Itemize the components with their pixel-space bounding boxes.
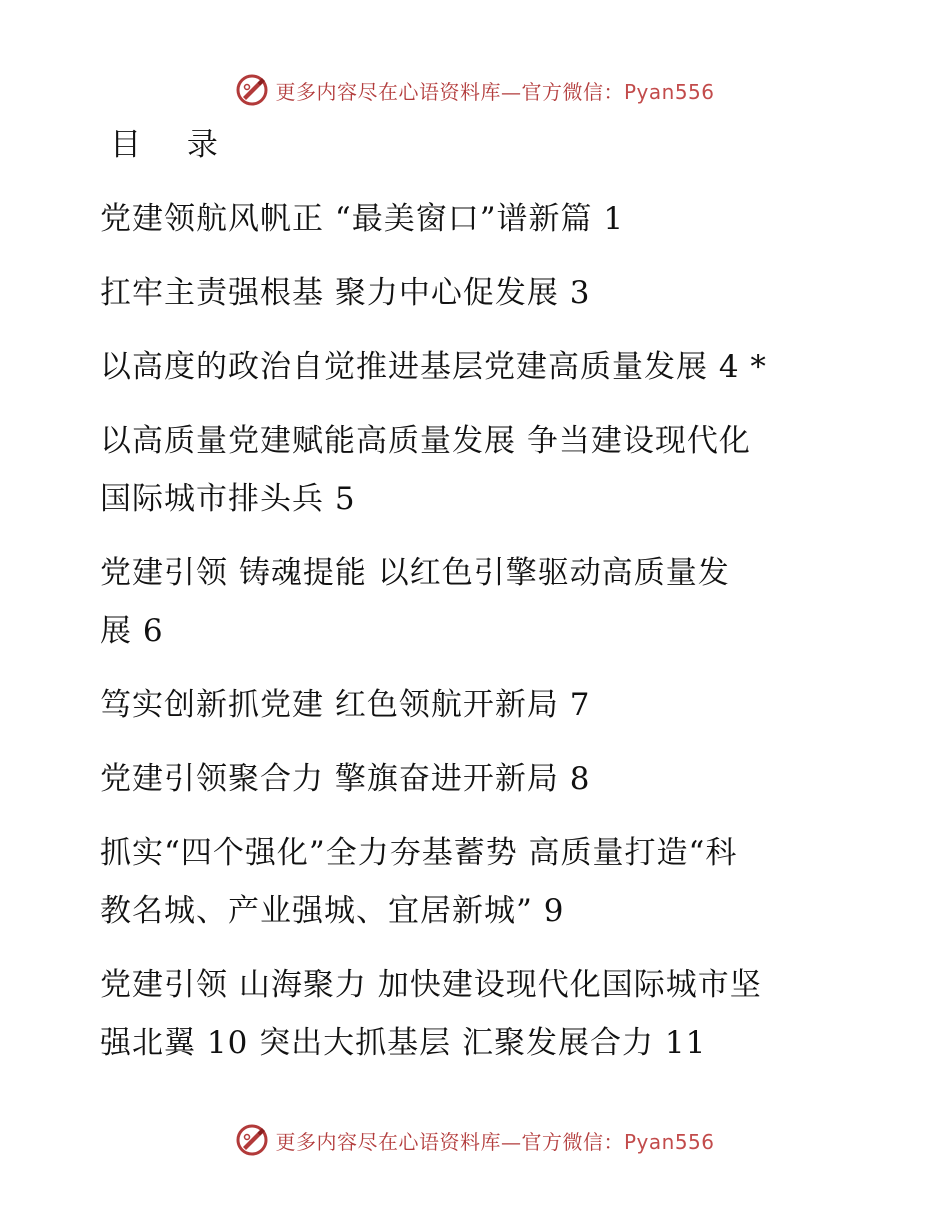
toc-line: 教名城、产业强城、宜居新城” 9 xyxy=(100,893,565,929)
toc-line: 党建引领 铸魂提能 以红色引擎驱动高质量发 xyxy=(100,555,730,591)
pen-logo-icon xyxy=(235,73,269,107)
toc-line: 党建领航风帆正 “最美窗口”谱新篇 1 xyxy=(100,201,625,237)
pen-logo-icon xyxy=(235,1123,269,1157)
toc-line: 抓实“四个强化”全力夯基蓄势 高质量打造“科 xyxy=(100,835,738,871)
toc-line: 强北翼 10 突出大抓基层 汇聚发展合力 11 xyxy=(100,1025,707,1061)
watermark-handle: Pyan556 xyxy=(623,1129,715,1154)
toc-line: 党建引领 山海聚力 加快建设现代化国际城市坚 xyxy=(100,967,762,1003)
toc-title: 目 录 xyxy=(110,127,236,163)
toc-line: 笃实创新抓党建 红色领航开新局 7 xyxy=(100,687,591,723)
toc-line: 扛牢主责强根基 聚力中心促发展 3 xyxy=(100,275,591,311)
watermark-banner-bottom xyxy=(0,1120,950,1160)
watermark-handle: Pyan556 xyxy=(623,79,715,104)
toc-line: 党建引领聚合力 擎旗奋进开新局 8 xyxy=(100,761,591,797)
toc-line: 以高度的政治自觉推进基层党建高质量发展 4 * xyxy=(100,349,767,385)
watermark-banner-top xyxy=(0,70,950,110)
toc-line: 以高质量党建赋能高质量发展 争当建设现代化 xyxy=(100,423,751,459)
watermark-text: 更多内容尽在心语资料库—官方微信：Pyan556 xyxy=(275,1129,715,1154)
toc-line: 国际城市排头兵 5 xyxy=(100,481,356,517)
watermark-text: 更多内容尽在心语资料库—官方微信：Pyan556 xyxy=(275,79,715,104)
toc-line: 展 6 xyxy=(100,613,164,649)
